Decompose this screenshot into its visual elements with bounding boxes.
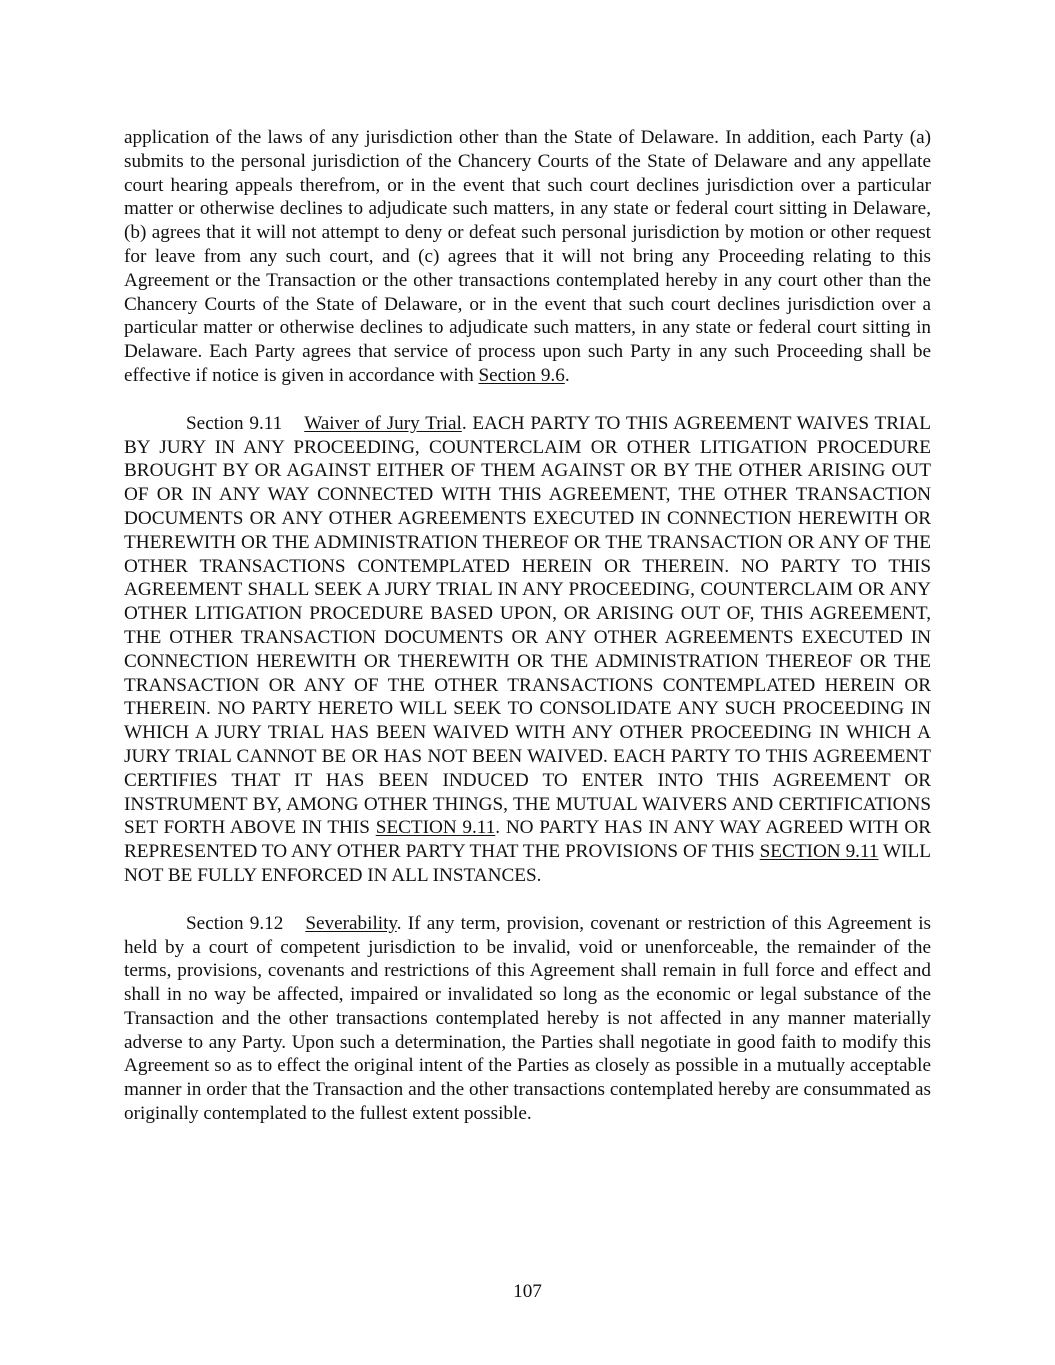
paragraph-end: . xyxy=(564,364,570,386)
page-number: 107 xyxy=(513,1281,542,1302)
section-9-12-paragraph xyxy=(124,912,931,1126)
section-text: . NO PARTY HAS IN ANY WAY AGREED WITH OR REPRESENTED TO ANY OTHER PARTY THAT THE PROVISIONS OF THIS xyxy=(124,817,931,863)
section-reference: SECTION 9.11 xyxy=(375,817,496,839)
section-reference: SECTION 9.11 xyxy=(759,841,879,863)
section-number: Section 9.12 xyxy=(186,912,284,934)
section-reference-link: Section 9.6 xyxy=(478,364,565,386)
section-text: . EACH PARTY TO THIS AGREEMENT WAIVES TRIAL BY JURY IN ANY PROCEEDING, COUNTERCLAIM OR OTHER LITIGATION PROCEDURE BROUGHT BY OR AGAINST EITHER OF THEM AGAINST OR BY THE OTHER ARISING OUT OF OR IN ANY WAY CONNECTED WITH THIS AGREEMENT, THE OTHER TRANSACTION DOCUMENTS OR ANY OTHER AGREEMENTS EXECUTED IN CONNECTION HEREWITH OR THEREWITH OR THE ADMINISTRATION THEREOF OR THE TRANSACTION OR ANY OF THE OTHER TRANSACTIONS CONTEMPLATED HEREIN OR THEREIN. NO PARTY TO THIS AGREEMENT SHALL SEEK A JURY TRIAL IN ANY PROCEEDING, COUNTERCLAIM OR ANY OTHER LITIGATION PROCEDURE BASED UPON, OR ARISING OUT OF, THIS AGREEMENT, THE OTHER TRANSACTION DOCUMENTS OR ANY OTHER AGREEMENTS EXECUTED IN CONNECTION HEREWITH OR THEREWITH OR THE ADMINISTRATION THEREOF OR THE TRANSACTION OR ANY OF THE OTHER TRANSACTIONS CONTEMPLATED HEREIN OR THEREIN. NO PARTY HERETO WILL SEEK TO CONSOLIDATE ANY SUCH PROCEEDING IN WHICH A JURY TRIAL HAS BEEN WAIVED WITH ANY OTHER PROCEEDING IN WHICH A JURY TRIAL CANNOT BE OR HAS NOT BEEN WAIVED. EACH PARTY TO THIS AGREEMENT CERTIFIES THAT IT HAS BEEN INDUCED TO ENTER INTO THIS AGREEMENT OR INSTRUMENT BY, AMONG OTHER THINGS, THE MUTUAL WAIVERS AND CERTIFICATIONS SET FORTH ABOVE IN THIS xyxy=(124,412,932,839)
section-number: Section 9.11 xyxy=(186,412,283,434)
section-9-11-paragraph xyxy=(124,412,931,888)
section-heading: Waiver of Jury Trial xyxy=(304,412,462,434)
section-text: WILL NOT BE FULLY ENFORCED IN ALL INSTANCES. xyxy=(124,841,931,886)
section-heading: Severability xyxy=(305,912,397,934)
paragraph-jurisdiction xyxy=(124,126,931,388)
paragraph-text: application of the laws of any jurisdiction other than the State of Delaware. In addition, each Party (a) submits to the personal jurisdiction of the Chancery Courts of the State of Delaware and any appellate court hearing appeals therefrom, or in the event that such court declines jurisdiction over a particular matter or otherwise declines to adjudicate such matters, in any state or federal court sitting in Delaware, (b) agrees that it will not attempt to deny or defeat such personal jurisdiction by motion or other request for leave from any such court, and (c) agrees that it will not bring any Proceeding relating to this Agreement or the Transaction or the other transactions contemplated hereby in any court other than the Chancery Courts of the State of Delaware, or in the event that such court declines jurisdiction over a particular matter or otherwise declines to adjudicate such matters, in any state or federal court sitting in Delaware. Each Party agrees that service of process upon such Party in any such Proceeding shall be effective if notice is given in accordance with xyxy=(124,127,931,386)
document-page xyxy=(124,126,931,1150)
section-text: . If any term, provision, covenant or restriction of this Agreement is held by a court of competent jurisdiction to be invalid, void or unenforceable, the remainder of the terms, provisions, covenants and restrictions of this Agreement shall remain in full force and effect and shall in no way be affected, impaired or invalidated so long as the economic or legal substance of the Transaction and the other transactions contemplated hereby is not affected in any manner materially adverse to any Party. Upon such a determination, the Parties shall negotiate in good faith to modify this Agreement so as to effect the original intent of the Parties as closely as possible in a mutually acceptable manner in order that the Transaction and the other transactions contemplated hereby are consummated as originally contemplated to the fullest extent possible. xyxy=(124,912,931,1125)
